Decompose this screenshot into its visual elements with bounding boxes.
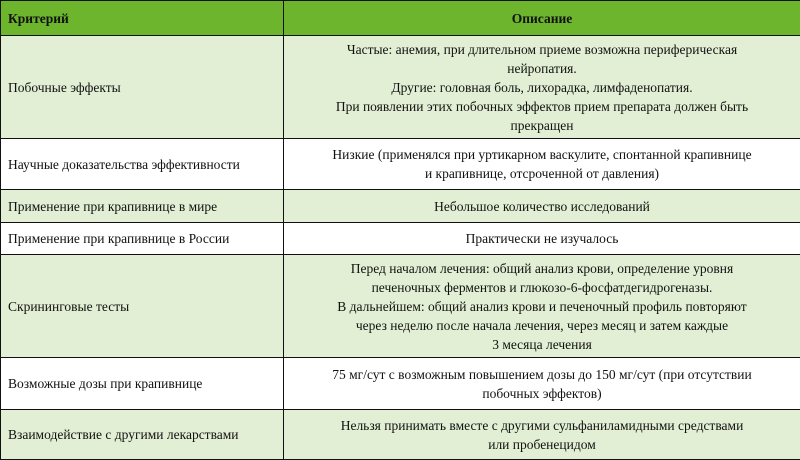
criterion-cell: Возможные дозы при крапивнице: [1, 358, 284, 410]
description-line: побочных эффектов): [290, 384, 794, 403]
description-line: Практически не изучалось: [290, 229, 794, 248]
description-line: через неделю после начала лечения, через месяц и затем каждые: [290, 316, 794, 335]
description-line: прекращен: [290, 116, 794, 135]
description-line: В дальнейшем: общий анализ крови и печеночный профиль повторяют: [290, 297, 794, 316]
description-cell: [284, 190, 800, 223]
criterion-cell: Применение при крапивнице в мире: [1, 190, 284, 223]
description-line: печеночных ферментов и глюкозо-6-фосфатдегидрогеназы.: [290, 278, 794, 297]
table-header-row: [1, 1, 800, 36]
header-description: Описание: [284, 1, 800, 36]
criterion-cell: Побочные эффекты: [1, 36, 284, 139]
table-row: [1, 410, 800, 460]
description-line: нейропатия.: [290, 59, 794, 78]
criterion-cell: Применение при крапивнице в России: [1, 223, 284, 255]
description-cell: [284, 410, 800, 460]
description-cell: [284, 255, 800, 358]
header-criterion: Критерий: [1, 1, 284, 36]
table-row: [1, 36, 800, 139]
description-line: Перед началом лечения: общий анализ крови, определение уровня: [290, 259, 794, 278]
criterion-cell: Взаимодействие с другими лекарствами: [1, 410, 284, 460]
description-line: 75 мг/сут с возможным повышением дозы до 150 мг/сут (при отсутствии: [290, 365, 794, 384]
description-line: Низкие (применялся при уртикарном васкулите, спонтанной крапивнице: [290, 145, 794, 164]
table-row: [1, 358, 800, 410]
description-cell: [284, 36, 800, 139]
description-line: Небольшое количество исследований: [290, 197, 794, 216]
description-line: и крапивнице, отсроченной от давления): [290, 164, 794, 183]
criterion-cell: Научные доказательства эффективности: [1, 139, 284, 190]
table-row: [1, 255, 800, 358]
description-line: Частые: анемия, при длительном приеме возможна периферическая: [290, 40, 794, 59]
description-cell: [284, 358, 800, 410]
description-line: При появлении этих побочных эффектов прием препарата должен быть: [290, 97, 794, 116]
description-line: или пробенецидом: [290, 435, 794, 454]
description-cell: [284, 223, 800, 255]
description-line: Нельзя принимать вместе с другими сульфаниламидными средствами: [290, 416, 794, 435]
description-line: Другие: головная боль, лихорадка, лимфаденопатия.: [290, 78, 794, 97]
table-row: [1, 190, 800, 223]
description-line: 3 месяца лечения: [290, 335, 794, 354]
description-cell: [284, 139, 800, 190]
table-row: [1, 223, 800, 255]
criterion-cell: Скрининговые тесты: [1, 255, 284, 358]
table-row: [1, 139, 800, 190]
